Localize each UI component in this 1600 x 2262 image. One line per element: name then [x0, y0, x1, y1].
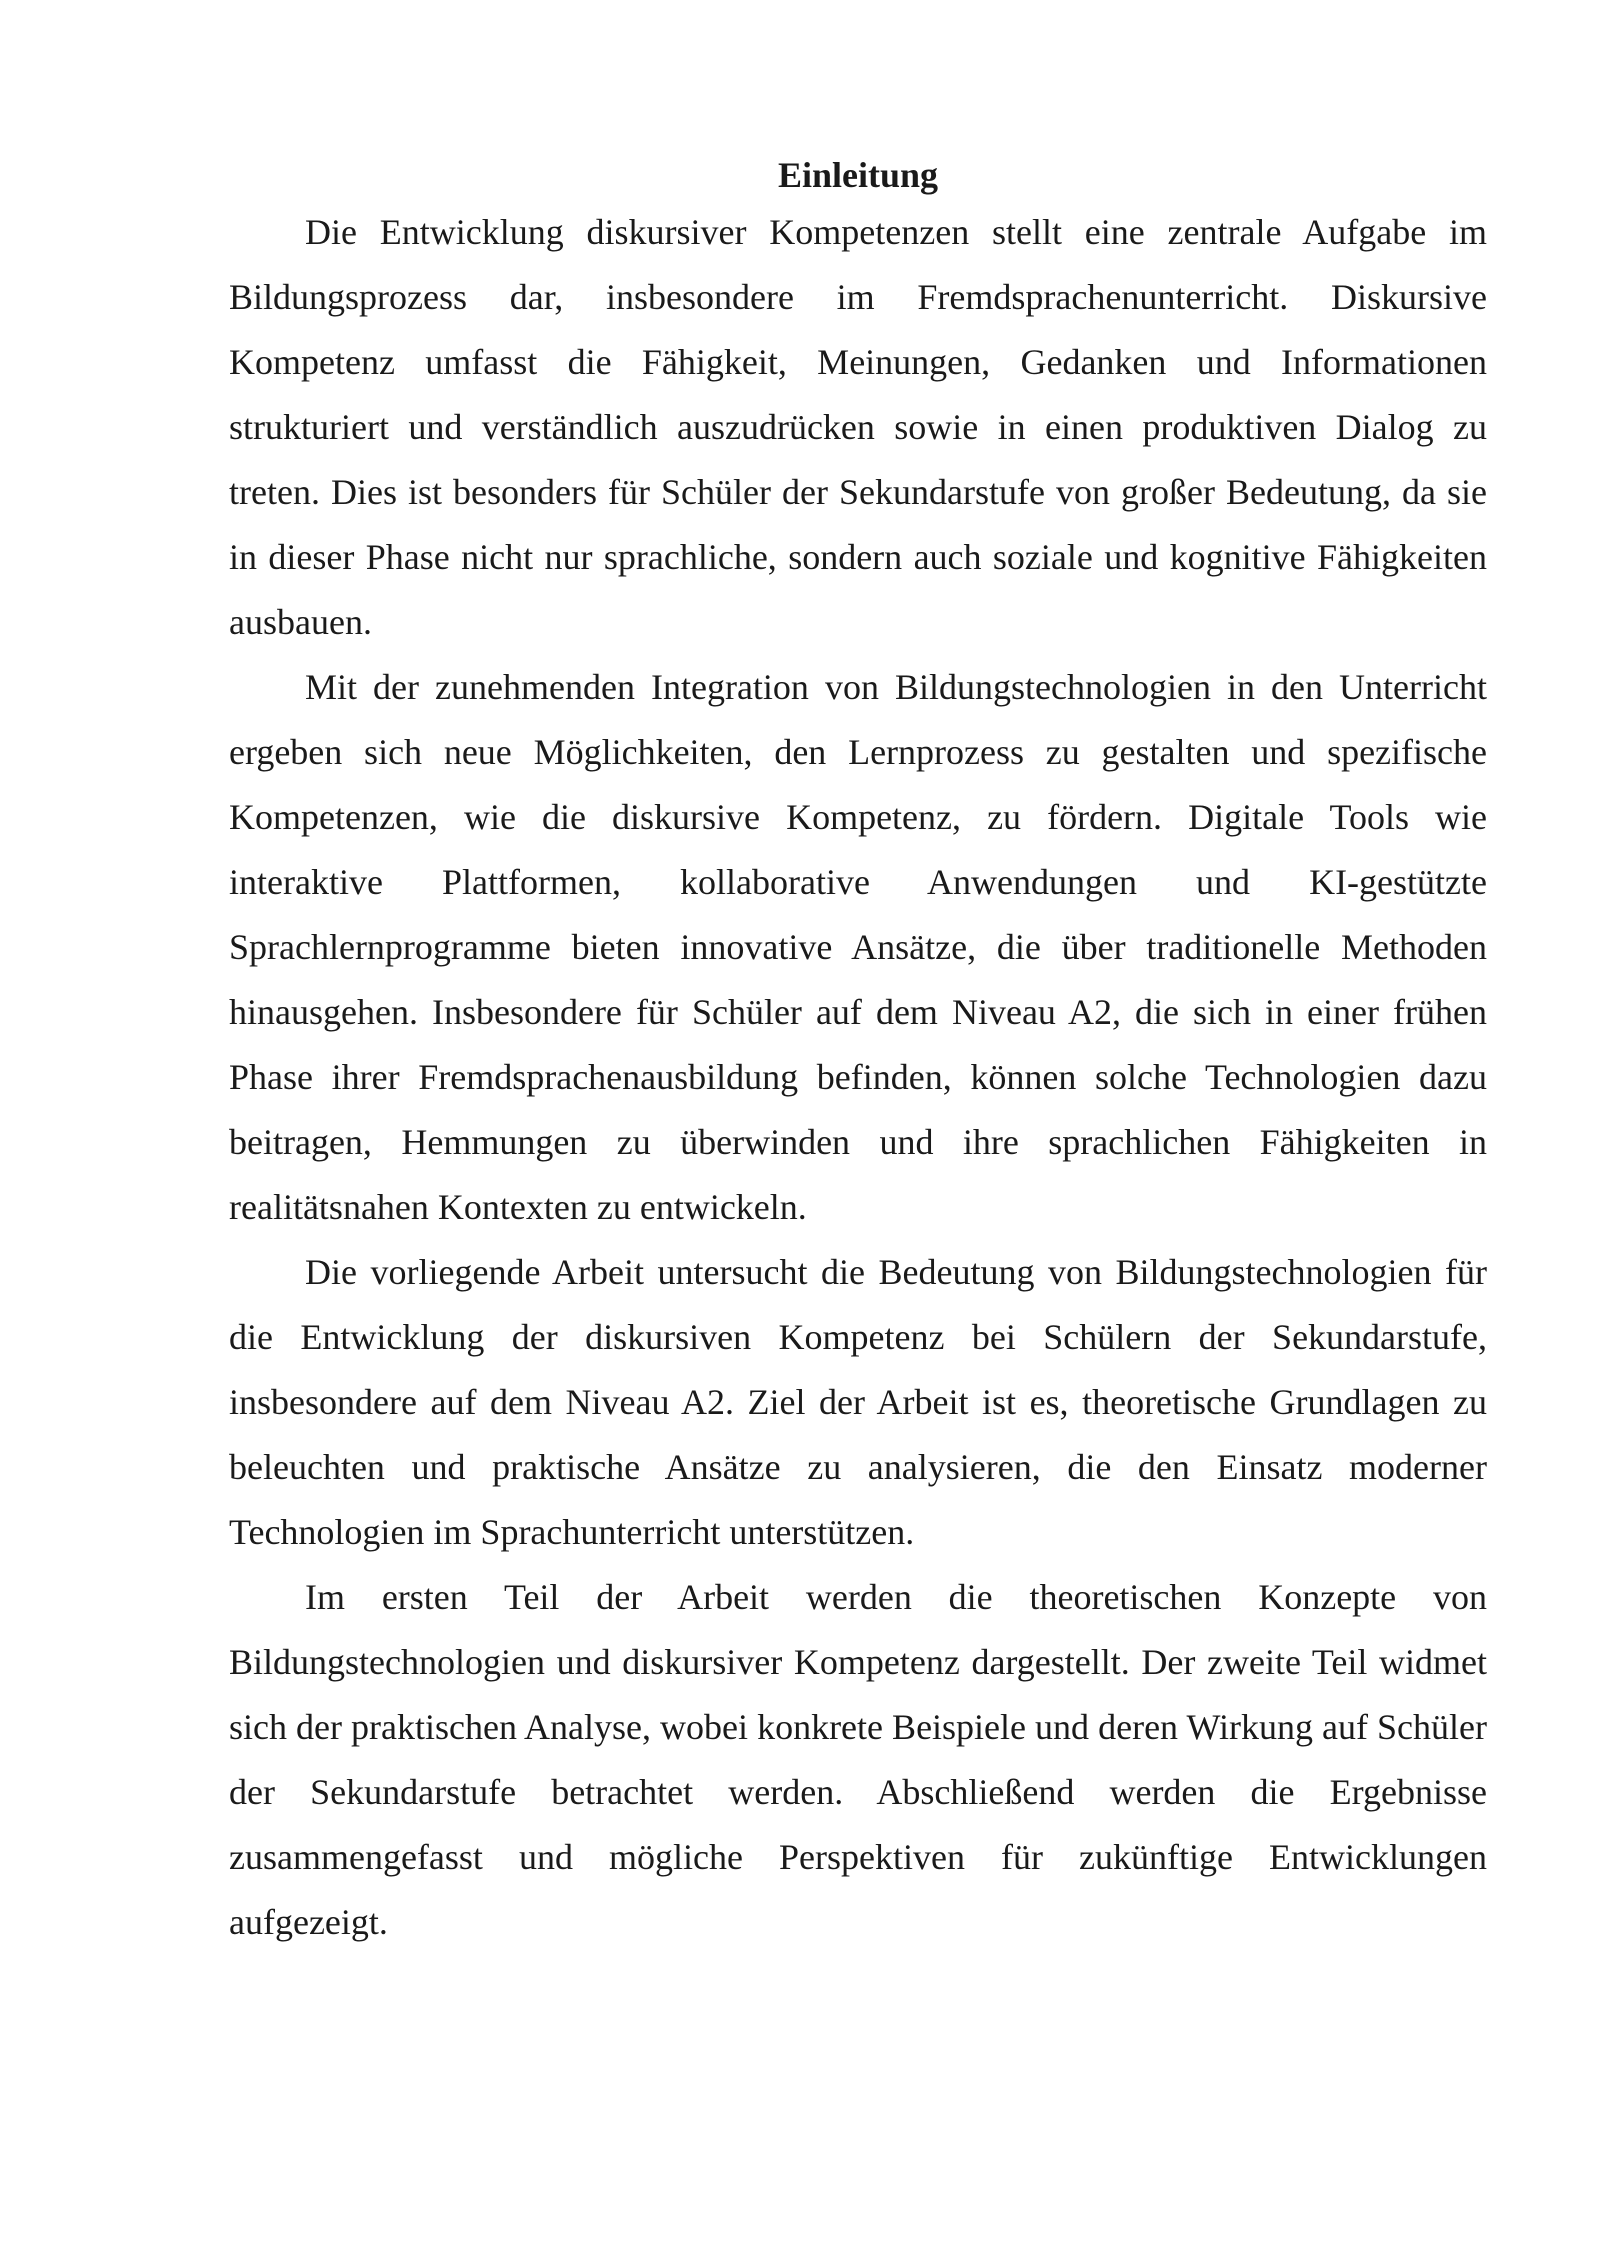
paragraph-4: Im ersten Teil der Arbeit werden die theoretischen Konzepte von Bildungstechnologien und diskursiver Kompetenz dargestellt. Der zweite Teil widmet sich der praktischen Analyse, wobei konkrete Beispiele und deren Wirkung auf Schüler der Sekundarstufe betrachtet werden. Abschließend werden die Ergebnisse zusammengefasst und mögliche Perspektiven für zukünftige Entwicklungen aufgezeigt. [229, 1577, 1487, 1942]
paragraph-1: Die Entwicklung diskursiver Kompetenzen stellt eine zentrale Aufgabe im Bildungsprozess dar, insbesondere im Fremdsprachenunterricht. Diskursive Kompetenz umfasst die Fähigkeit, Meinungen, Gedanken und Informationen strukturiert und verständlich auszudrücken sowie in einen produktiven Dialog zu treten. Dies ist besonders für Schüler der Sekundarstufe von großer Bedeutung, da sie in dieser Phase nicht nur sprachliche, sondern auch soziale und kognitive Fähigkeiten ausbauen. [229, 212, 1487, 642]
paragraph-3: Die vorliegende Arbeit untersucht die Bedeutung von Bildungstechnologien für die Entwicklung der diskursiven Kompetenz bei Schülern der Sekundarstufe, insbesondere auf dem Niveau A2. Ziel der Arbeit ist es, theoretische Grundlagen zu beleuchten und praktische Ansätze zu analysieren, die den Einsatz moderner Technologien im Sprachunterricht unterstützen. [229, 1252, 1487, 1552]
section-title: Einleitung [777, 155, 939, 195]
paragraph-2: Mit der zunehmenden Integration von Bildungstechnologien in den Unterricht ergeben sich neue Möglichkeiten, den Lernprozess zu gestalten und spezifische Kompetenzen, wie die diskursive Kompetenz, zu fördern. Digitale Tools wie interaktive Plattformen, kollaborative Anwendungen und KI-gestützte Sprachlernprogramme bieten innovative Ansätze, die über traditionelle Methoden hinausgehen. Insbesondere für Schüler auf dem Niveau A2, die sich in einer frühen Phase ihrer Fremdsprachenausbildung befinden, können solche Technologien dazu beitragen, Hemmungen zu überwinden und ihre sprachlichen Fähigkeiten in realitätsnahen Kontexten zu entwickeln. [229, 667, 1487, 1227]
document-body [229, 150, 1487, 1955]
